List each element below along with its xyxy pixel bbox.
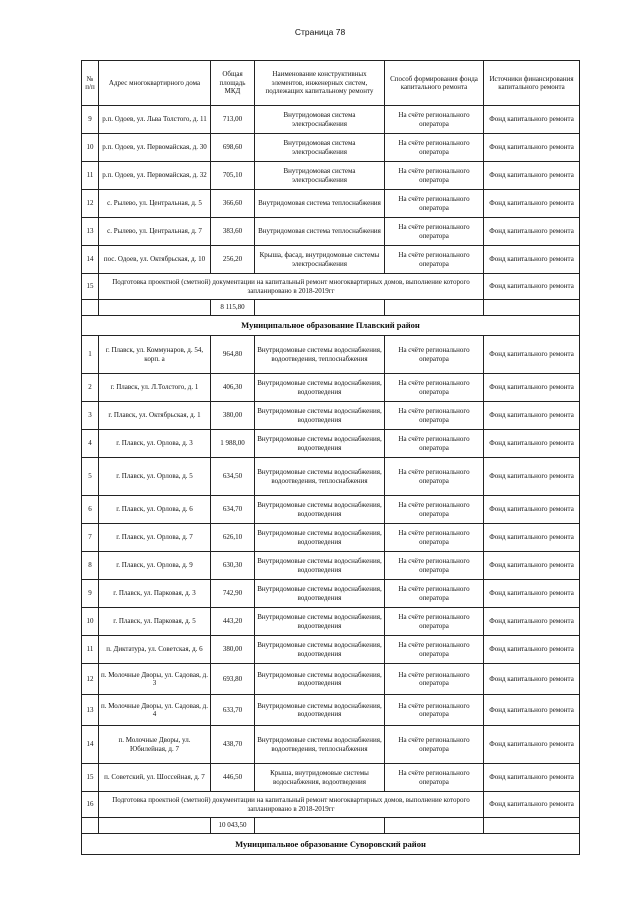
row-method: На счёте регионального оператора: [385, 552, 484, 580]
row-num: 13: [82, 695, 99, 726]
row-source: Фонд капитального ремонта: [484, 636, 580, 664]
table-row: [82, 190, 580, 218]
row-works: Внутридомовые системы водоснабжения, водоотведения, теплоснабжения: [255, 336, 385, 374]
row-num: 7: [82, 524, 99, 552]
row-method: На счёте регионального оператора: [385, 190, 484, 218]
row-method: На счёте регионального оператора: [385, 430, 484, 458]
table-row: [82, 608, 580, 636]
row-method: На счёте регионального оператора: [385, 764, 484, 792]
row-area: 626,10: [211, 524, 255, 552]
row-source: Фонд капитального ремонта: [484, 524, 580, 552]
table-row: [82, 496, 580, 524]
row-address: р.п. Одоев, ул. Льва Толстого, д. 11: [99, 106, 211, 134]
design-docs-row: [82, 792, 580, 818]
row-address: с. Рылево, ул. Центральная, д. 5: [99, 190, 211, 218]
row-area: 443,20: [211, 608, 255, 636]
row-source: Фонд капитального ремонта: [484, 458, 580, 496]
table-row: [82, 552, 580, 580]
row-area: 964,80: [211, 336, 255, 374]
row-source: Фонд капитального ремонта: [484, 246, 580, 274]
row-source: Фонд капитального ремонта: [484, 726, 580, 764]
row-area: 634,70: [211, 496, 255, 524]
row-address: г. Плавск, ул. Коммунаров, д. 54, корп. а: [99, 336, 211, 374]
row-method: На счёте регионального оператора: [385, 608, 484, 636]
row-source: Фонд капитального ремонта: [484, 552, 580, 580]
row-source: Фонд капитального ремонта: [484, 336, 580, 374]
row-address: п. Советский, ул. Шоссейная, д. 7: [99, 764, 211, 792]
row-num: 12: [82, 664, 99, 695]
row-source: Фонд капитального ремонта: [484, 430, 580, 458]
table-row: [82, 664, 580, 695]
row-num: 14: [82, 246, 99, 274]
total-area: 8 115,80: [211, 300, 255, 316]
row-area: 742,90: [211, 580, 255, 608]
row-works: Внутридомовые системы водоснабжения, водоотведения: [255, 664, 385, 695]
table-row: [82, 430, 580, 458]
row-area: 256,20: [211, 246, 255, 274]
row-method: На счёте регионального оператора: [385, 402, 484, 430]
row-address: г. Плавск, ул. Орлова, д. 7: [99, 524, 211, 552]
row-area: 693,80: [211, 664, 255, 695]
row-method: На счёте регионального оператора: [385, 336, 484, 374]
row-address: р.п. Одоев, ул. Первомайская, д. 30: [99, 134, 211, 162]
header-address: Адрес многоквартирного дома: [99, 61, 211, 106]
row-address: г. Плавск, ул. Орлова, д. 5: [99, 458, 211, 496]
table-row: [82, 636, 580, 664]
row-num: 5: [82, 458, 99, 496]
row-address: г. Плавск, ул. Орлова, д. 6: [99, 496, 211, 524]
row-address: г. Плавск, ул. Парковая, д. 3: [99, 580, 211, 608]
table-row: [82, 246, 580, 274]
row-num: 11: [82, 636, 99, 664]
row-method: На счёте регионального оператора: [385, 162, 484, 190]
header-works: Наименование конструктивных элементов, инженерных систем, подлежащих капитальному ремонту: [255, 61, 385, 106]
design-docs-text: Подготовка проектной (сметной) документации на капитальный ремонт многоквартирных домов, выполнение которого запланировано в 2018-2019гг: [99, 274, 484, 300]
row-works: Крыша, фасад, внутридомовые системы электроснабжения: [255, 246, 385, 274]
row-num: 15: [82, 764, 99, 792]
row-source: Фонд капитального ремонта: [484, 374, 580, 402]
row-source: Фонд капитального ремонта: [484, 134, 580, 162]
row-area: 380,00: [211, 636, 255, 664]
row-works: Внутридомовая система теплоснабжения: [255, 190, 385, 218]
section-title-row: [82, 316, 580, 336]
table-row: [82, 524, 580, 552]
row-works: Внутридомовые системы водоснабжения, водоотведения: [255, 695, 385, 726]
row-works: Крыша, внутридомовые системы водоснабжения, водоотведения: [255, 764, 385, 792]
row-area: 1 988,00: [211, 430, 255, 458]
row-num: 6: [82, 496, 99, 524]
total-row: [82, 818, 580, 834]
row-area: 634,50: [211, 458, 255, 496]
table-row: [82, 764, 580, 792]
row-area: 383,60: [211, 218, 255, 246]
row-num: 2: [82, 374, 99, 402]
total-area: 10 043,50: [211, 818, 255, 834]
row-method: На счёте регионального оператора: [385, 374, 484, 402]
row-address: г. Плавск, ул. Октябрьская, д. 1: [99, 402, 211, 430]
row-area: 705,10: [211, 162, 255, 190]
row-method: На счёте регионального оператора: [385, 524, 484, 552]
row-num: 14: [82, 726, 99, 764]
header-area: Общая площадь МКД: [211, 61, 255, 106]
row-area: 446,50: [211, 764, 255, 792]
table-header-row: [82, 61, 580, 106]
row-method: На счёте регионального оператора: [385, 134, 484, 162]
table-row: [82, 134, 580, 162]
row-works: Внутридомовые системы водоснабжения, водоотведения: [255, 524, 385, 552]
table-row: [82, 695, 580, 726]
row-area: 713,00: [211, 106, 255, 134]
table-row: [82, 580, 580, 608]
table-row: [82, 162, 580, 190]
row-num: 12: [82, 190, 99, 218]
row-source: Фонд капитального ремонта: [484, 580, 580, 608]
row-method: На счёте регионального оператора: [385, 106, 484, 134]
row-method: На счёте регионального оператора: [385, 458, 484, 496]
row-num: 16: [82, 792, 99, 818]
row-method: На счёте регионального оператора: [385, 726, 484, 764]
row-address: г. Плавск, ул. Л.Толстого, д. 1: [99, 374, 211, 402]
row-works: Внутридомовая система теплоснабжения: [255, 218, 385, 246]
row-source: Фонд капитального ремонта: [484, 106, 580, 134]
row-area: 698,60: [211, 134, 255, 162]
section-title-row: [82, 834, 580, 855]
row-source: Фонд капитального ремонта: [484, 764, 580, 792]
row-area: 406,30: [211, 374, 255, 402]
row-method: На счёте регионального оператора: [385, 580, 484, 608]
row-source: Фонд капитального ремонта: [484, 695, 580, 726]
table-row: [82, 336, 580, 374]
header-source: Источники финансирования капитального ремонта: [484, 61, 580, 106]
row-area: 633,70: [211, 695, 255, 726]
row-works: Внутридомовые системы водоснабжения, водоотведения: [255, 580, 385, 608]
row-address: р.п. Одоев, ул. Первомайская, д. 32: [99, 162, 211, 190]
row-num: 3: [82, 402, 99, 430]
row-area: 366,60: [211, 190, 255, 218]
total-row: [82, 300, 580, 316]
row-address: п. Диктатура, ул. Советская, д. 6: [99, 636, 211, 664]
row-address: п. Молочные Дворы, ул. Юбилейная, д. 7: [99, 726, 211, 764]
row-address: г. Плавск, ул. Орлова, д. 9: [99, 552, 211, 580]
row-address: г. Плавск, ул. Орлова, д. 3: [99, 430, 211, 458]
row-num: 10: [82, 608, 99, 636]
row-works: Внутридомовые системы водоснабжения, водоотведения, теплоснабжения: [255, 458, 385, 496]
row-works: Внутридомовые системы водоснабжения, водоотведения: [255, 636, 385, 664]
design-docs-text: Подготовка проектной (сметной) документации на капитальный ремонт многоквартирных домов, выполнение которого запланировано в 2018-2019гг: [99, 792, 484, 818]
row-area: 380,00: [211, 402, 255, 430]
row-source: Фонд капитального ремонта: [484, 608, 580, 636]
row-address: г. Плавск, ул. Парковая, д. 5: [99, 608, 211, 636]
row-works: Внутридомовые системы водоснабжения, водоотведения: [255, 608, 385, 636]
table-row: [82, 374, 580, 402]
row-num: 13: [82, 218, 99, 246]
row-works: Внутридомовые системы водоснабжения, водоотведения: [255, 430, 385, 458]
row-method: На счёте регионального оператора: [385, 664, 484, 695]
row-method: На счёте регионального оператора: [385, 695, 484, 726]
section-title: Муниципальное образование Плавский район: [82, 316, 580, 336]
repair-program-table: [81, 60, 580, 855]
row-area: 630,30: [211, 552, 255, 580]
row-works: Внутридомовые системы водоснабжения, водоотведения: [255, 402, 385, 430]
row-source: Фонд капитального ремонта: [484, 190, 580, 218]
row-works: Внутридомовая система электроснабжения: [255, 134, 385, 162]
row-source: Фонд капитального ремонта: [484, 218, 580, 246]
section-title: Муниципальное образование Суворовский район: [82, 834, 580, 855]
row-num: 10: [82, 134, 99, 162]
table-row: [82, 106, 580, 134]
table-row: [82, 458, 580, 496]
table-row: [82, 402, 580, 430]
table-row: [82, 726, 580, 764]
header-method: Способ формирования фонда капитального ремонта: [385, 61, 484, 106]
row-method: На счёте регионального оператора: [385, 496, 484, 524]
row-method: На счёте регионального оператора: [385, 246, 484, 274]
design-docs-row: [82, 274, 580, 300]
page-label: Страница 78: [294, 27, 346, 37]
row-address: п. Молочные Дворы, ул. Садовая, д. 4: [99, 695, 211, 726]
row-source: Фонд капитального ремонта: [484, 496, 580, 524]
row-works: Внутридомовые системы водоснабжения, водоотведения, теплоснабжения: [255, 726, 385, 764]
row-source: Фонд капитального ремонта: [484, 664, 580, 695]
row-address: пос. Одоев, ул. Октябрьская, д. 10: [99, 246, 211, 274]
row-method: На счёте регионального оператора: [385, 218, 484, 246]
row-area: 438,70: [211, 726, 255, 764]
row-num: 4: [82, 430, 99, 458]
row-works: Внутридомовые системы водоснабжения, водоотведения: [255, 374, 385, 402]
row-works: Внутридомовые системы водоснабжения, водоотведения: [255, 496, 385, 524]
row-address: п. Молочные Дворы, ул. Садовая, д. 3: [99, 664, 211, 695]
row-works: Внутридомовая система электроснабжения: [255, 162, 385, 190]
row-source: Фонд капитального ремонта: [484, 402, 580, 430]
row-works: Внутридомовые системы водоснабжения, водоотведения: [255, 552, 385, 580]
row-works: Внутридомовая система электроснабжения: [255, 106, 385, 134]
row-num: 11: [82, 162, 99, 190]
row-source: Фонд капитального ремонта: [484, 162, 580, 190]
row-num: 9: [82, 580, 99, 608]
row-num: 1: [82, 336, 99, 374]
row-source: Фонд капитального ремонта: [484, 274, 580, 300]
row-num: 9: [82, 106, 99, 134]
row-source: Фонд капитального ремонта: [484, 792, 580, 818]
table-row: [82, 218, 580, 246]
row-num: 8: [82, 552, 99, 580]
row-method: На счёте регионального оператора: [385, 636, 484, 664]
header-num: № п/п: [82, 61, 99, 106]
row-num: 15: [82, 274, 99, 300]
row-address: с. Рылево, ул. Центральная, д. 7: [99, 218, 211, 246]
